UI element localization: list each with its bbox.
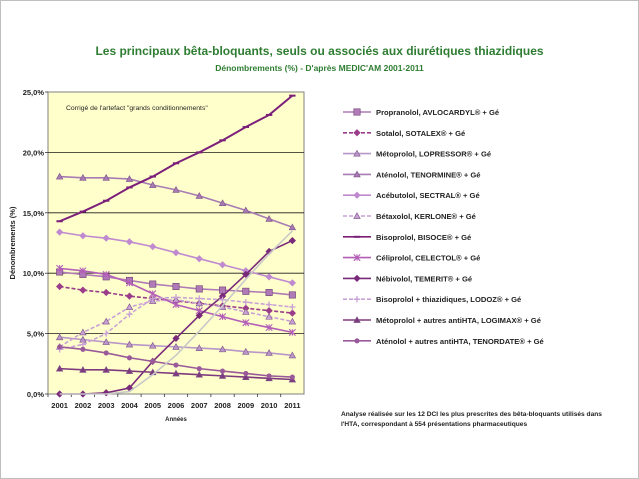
y-tick-label: 25,0%: [22, 88, 44, 97]
y-tick-label: 10,0%: [22, 269, 44, 279]
series-point-0: [266, 289, 272, 295]
y-tick-label: 5,0%: [26, 329, 44, 339]
series-point-11: [150, 359, 155, 364]
legend-entry-6: Bisoprolol, BISOCE® + Gé: [376, 232, 472, 242]
legend-entry-7: Céliprolol, CELECTOL® + Gé: [376, 253, 481, 263]
series-point-0: [219, 287, 225, 293]
legend-marker-9: [354, 296, 360, 302]
series-point-0: [150, 281, 156, 287]
x-tick-label: 2010: [260, 401, 278, 410]
legend-entry-1: Sotalol, SOTALEX® + Gé: [376, 128, 466, 138]
x-tick-label: 2011: [284, 401, 301, 410]
plot-area: [8, 88, 304, 423]
series-point-11: [104, 350, 109, 355]
legend-marker-8: [354, 275, 360, 281]
legend-entry-11: Aténolol + autres antiHTA, TENORDATE® + Gé: [376, 336, 544, 346]
chart-title: Les principaux bêta-bloquants, seuls ou associés aux diurétiques thiazidiques: [95, 44, 544, 58]
y-tick-label: 0,0%: [26, 390, 44, 399]
x-tick-label: 2009: [237, 401, 255, 410]
x-tick-label: 2003: [97, 401, 115, 410]
legend-entry-4: Acébutolol, SECTRAL® + Gé: [376, 191, 480, 201]
legend-entry-2: Métoprolol, LOPRESSOR® + Gé: [376, 149, 492, 159]
y-axis-label: Dénombrements (%): [8, 206, 17, 280]
series-point-0: [243, 288, 249, 294]
legend-entry-9: Bisoprolol + thiazidiques, LODOZ® + Gé: [376, 295, 522, 305]
series-point-11: [290, 375, 295, 380]
x-tick-label: 2002: [74, 401, 92, 410]
series-point-11: [57, 344, 62, 349]
legend-entry-0: Propranolol, AVLOCARDYL® + Gé: [376, 108, 500, 117]
series-point-11: [220, 368, 225, 373]
x-tick-label: 2001: [51, 401, 68, 410]
legend-marker-4: [354, 192, 360, 198]
legend-entry-5: Bétaxolol, KERLONE® + Gé: [376, 212, 476, 221]
legend-marker-11: [354, 338, 359, 343]
legend: [343, 108, 544, 346]
x-tick-label: 2007: [190, 401, 208, 410]
analysis-note: Analyse réalisée sur les 12 DCI les plus prescrites des bêta-bloquants utilisés dans l'HTA, correspondant à 554 présentations pharmaceutiques: [341, 411, 602, 428]
series-point-11: [173, 362, 178, 367]
x-tick-label: 2004: [121, 401, 138, 410]
series-point-11: [243, 371, 248, 376]
legend-entry-3: Aténolol, TENORMINE® + Gé: [376, 170, 481, 180]
series-point-11: [127, 355, 132, 360]
series-point-11: [267, 373, 272, 378]
series-point-0: [196, 286, 202, 292]
series-point-0: [173, 283, 179, 289]
chart-subtitle: Dénombrements (%) - D'après MEDIC'AM 2001-2011: [215, 63, 424, 73]
x-axis-label: Années: [165, 417, 187, 423]
legend-marker-0: [354, 109, 360, 115]
series-point-0: [289, 292, 295, 298]
legend-marker-5: [354, 213, 360, 219]
x-tick-label: 2005: [144, 401, 162, 410]
x-tick-label: 2008: [214, 401, 231, 410]
chart-annotation: Corrigé de l'artefact "grands conditionnements": [66, 105, 208, 112]
y-tick-label: 20,0%: [22, 148, 44, 158]
legend-entry-8: Nébivolol, TEMERIT® + Gé: [376, 274, 473, 284]
series-point-11: [197, 366, 202, 371]
legend-entry-10: Métoprolol + autres antiHTA, LOGIMAX® + Gé: [376, 316, 541, 325]
series-point-11: [80, 347, 85, 352]
legend-marker-1: [354, 130, 360, 136]
y-tick-label: 15,0%: [22, 208, 44, 218]
x-tick-label: 2006: [167, 401, 185, 410]
